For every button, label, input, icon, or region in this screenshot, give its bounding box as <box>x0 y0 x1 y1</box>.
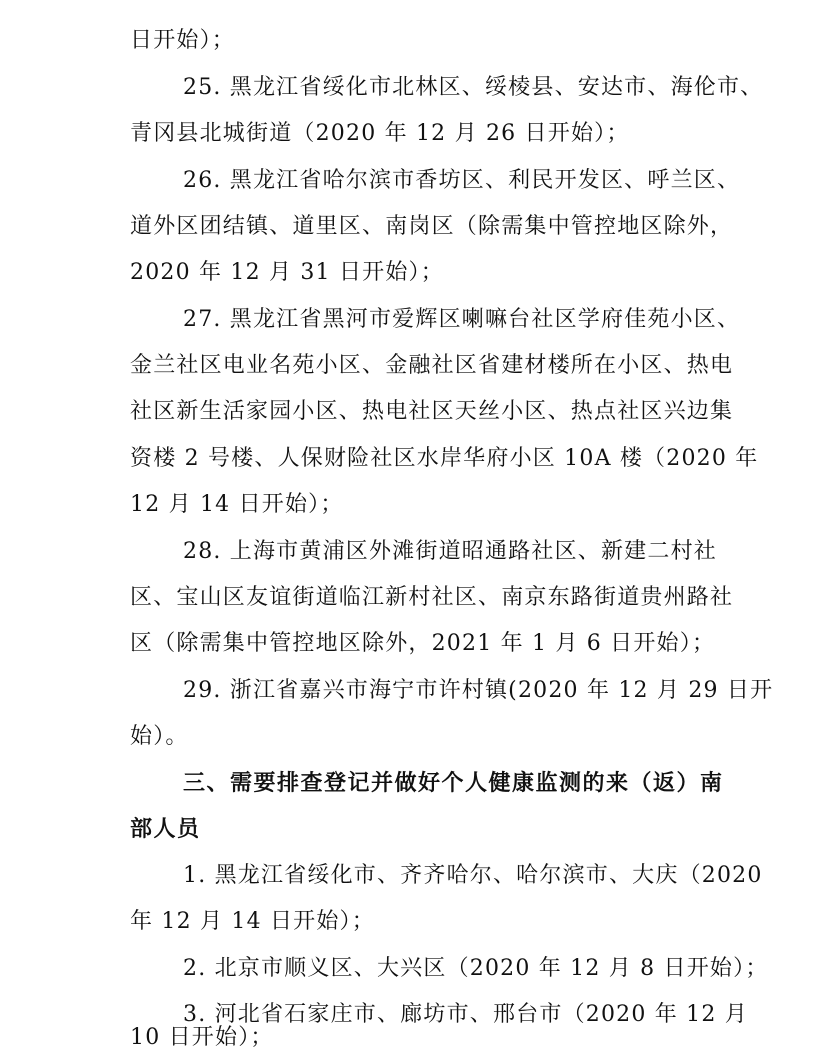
text-line: 日开始）； <box>130 28 236 53</box>
text-line: 2020 年 12 月 31 日开始）； <box>130 260 444 285</box>
list-item-25: 25. 黑龙江省绥化市北林区、绥棱县、安达市、海伦市、 <box>183 75 764 100</box>
list-item-1: 1. 黑龙江省绥化市、齐齐哈尔、哈尔滨市、大庆（2020 <box>183 863 763 888</box>
text-line: 金兰社区电业名苑小区、金融社区省建材楼所在小区、热电 <box>130 353 734 378</box>
list-item-28: 28. 上海市黄浦区外滩街道昭通路社区、新建二村社 <box>183 539 717 564</box>
text-line: 社区新生活家园小区、热电社区天丝小区、热点社区兴边集 <box>130 399 734 424</box>
list-item-29: 29. 浙江省嘉兴市海宁市许村镇(2020 年 12 月 29 日开 <box>183 678 774 703</box>
list-item-2: 2. 北京市顺义区、大兴区（2020 年 12 月 8 日开始）； <box>183 956 769 981</box>
text-line: 始）。 <box>130 724 189 749</box>
text-line: 12 月 14 日开始）； <box>130 492 344 517</box>
text-line: 资楼 2 号楼、人保财险社区水岸华府小区 10A 楼（2020 年 <box>130 446 759 471</box>
text-line: 区、宝山区友谊街道临江新村社区、南京东路街道贵州路社 <box>130 585 734 610</box>
text-line: 青冈县北城街道（2020 年 12 月 26 日开始）； <box>130 121 630 146</box>
section-heading: 三、需要排查登记并做好个人健康监测的来（返）南 <box>183 771 724 796</box>
text-line: 道外区团结镇、道里区、南岗区（除需集中管控地区除外， <box>130 214 734 239</box>
list-item-26: 26. 黑龙江省哈尔滨市香坊区、利民开发区、呼兰区、 <box>183 168 741 193</box>
text-line: 10 日开始）； <box>130 1025 274 1050</box>
list-item-3: 3. 河北省石家庄市、廊坊市、邢台市（2020 年 12 月 <box>183 1002 748 1027</box>
section-heading-continued: 部人员 <box>130 817 201 842</box>
text-line: 年 12 月 14 日开始）； <box>130 909 375 934</box>
list-item-27: 27. 黑龙江省黑河市爱辉区喇嘛台社区学府佳苑小区、 <box>183 307 741 332</box>
text-line: 区（除需集中管控地区除外，2021 年 1 月 6 日开始）； <box>130 631 716 656</box>
